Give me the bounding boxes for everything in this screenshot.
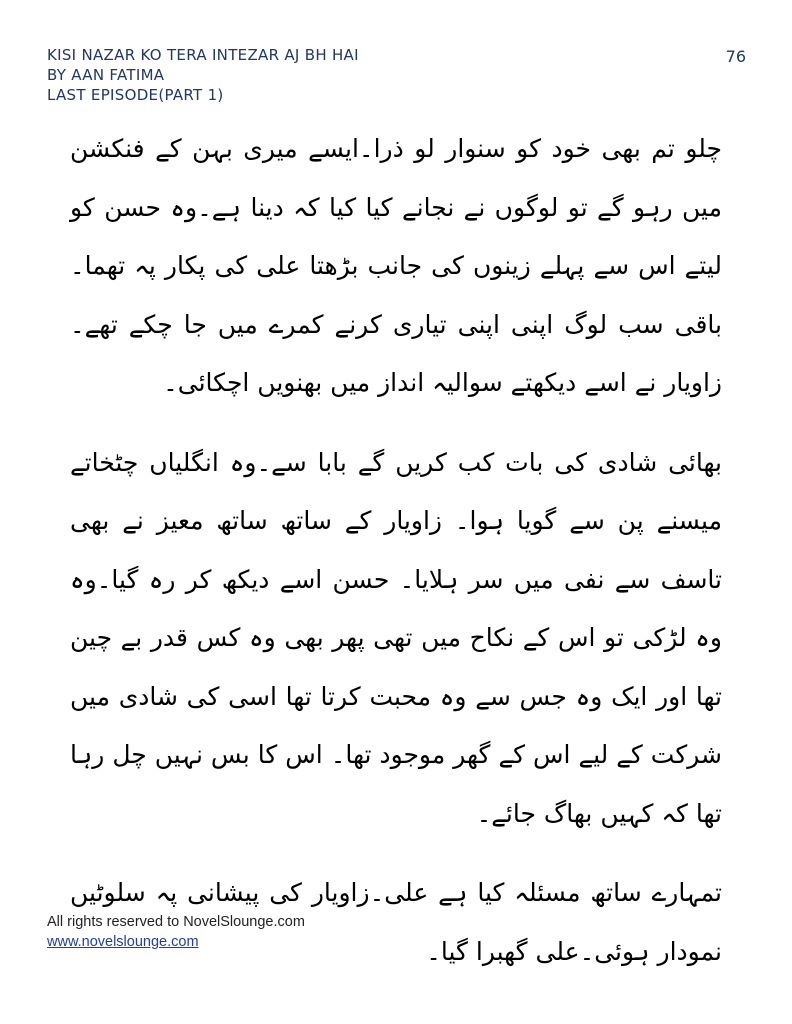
page-footer	[47, 912, 305, 952]
paragraph-2: بھائی شادی کی بات کب کریں گے بابا سے۔وہ انگلیاں چٹخاتے میسنے پن سے گویا ہوا۔ زاویار کے ساتھ ساتھ معیز نے بھی تاسف سے نفی میں سر ہلایا۔ حسن اسے دیکھ کر رہ گیا۔وہ وہ لڑکی تو اس کے نکاح میں تھی پھر بھی وہ کس قدر بے چین تھا اور ایک وہ جس سے وہ محبت کرتا تھا اسی کی شادی میں شرکت کے لیے اس کے گھر موجود تھا۔ اس کا بس نہیں چل رہا تھا کہ کہیں بھاگ جائے۔	[70, 447, 722, 828]
story-body	[70, 120, 722, 1002]
website-link[interactable]: www.novelslounge.com	[47, 934, 199, 950]
paragraph-1: چلو تم بھی خود کو سنوار لو ذرا۔ایسے میری بہن کے فنکشن میں رہو گے تو لوگوں نے نجانے کیا کیا کہ دینا ہے۔وہ حسن کو لیتے اس سے پہلے زینوں کی جانب بڑھتا علی کی پکار پہ تھما۔باقی سب لوگ اپنی اپنی تیاری کرنے کمرے میں جا چکے تھے۔زاویار نے اسے دیکھتے سوالیہ انداز میں بھنویں اچکائی۔	[70, 134, 722, 397]
copyright-notice: All rights reserved to NovelSlounge.com	[47, 914, 305, 930]
paragraph-3: تمہارے ساتھ مسئلہ کیا ہے علی۔زاویار کی پیشانی پہ سلوٹیں نمودار ہوئی۔علی گھبرا گیا۔	[70, 878, 722, 966]
author-line: BY AAN FATIMA	[47, 66, 165, 84]
episode-label: LAST EPISODE(PART 1)	[47, 86, 224, 104]
novel-title: KISI NAZAR KO TERA INTEZAR AJ BH HAI	[47, 46, 359, 64]
document-header	[47, 45, 359, 105]
page-number: 76	[725, 47, 746, 66]
